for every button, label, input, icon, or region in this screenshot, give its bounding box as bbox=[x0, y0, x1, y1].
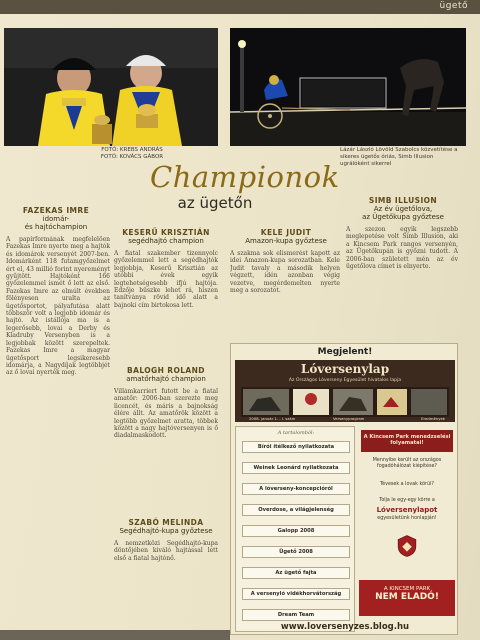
champion-role: Amazon-kupa győztese bbox=[245, 237, 327, 245]
article-column-2b bbox=[114, 388, 218, 514]
contents-item: Az ügető fajta bbox=[242, 567, 350, 579]
ad-side-text-3: Tolja le egy-egy körre a bbox=[379, 498, 435, 503]
contents-item: Galopp 2008 bbox=[242, 525, 350, 537]
banner-subtitle: Az Országos Lóverseny Egyesület hivatalos lapja bbox=[288, 378, 402, 383]
race-photo-caption-text: Lázár László Lövöld Szabolcs közvetítése a sikeres ügetős óriás, Simb Illusion ugrálóként sikerrel bbox=[340, 147, 458, 167]
kincsem-crest-icon bbox=[395, 534, 419, 558]
champions-photo bbox=[4, 28, 218, 146]
article-paragraph: Villámkarriert futott be a fiatal amatőr: 2006-ban szerezte meg licencét, és máris a bajnokság élére állt. Az amatőrök között a legtöbb győzelmet aratta, többek között a nagy hajtóversenyen is ő diadalmaskodott. bbox=[114, 388, 218, 440]
contents-item: A lóverseny-koncepcióról bbox=[242, 483, 350, 495]
champion-heading-balogh bbox=[114, 366, 218, 383]
champion-heading-keseru bbox=[114, 228, 218, 245]
ad-side-text-1: Mennyibe került az országos fogadóhálózat kiépítése? bbox=[372, 458, 442, 469]
contents-item: Bírói ítélkező nyilatkozata bbox=[242, 441, 350, 453]
article-column-2 bbox=[114, 250, 218, 362]
not-for-sale-line-2: NEM ELADÓ! bbox=[375, 592, 439, 602]
contents-item: Dream Team bbox=[242, 609, 350, 621]
champion-name: BALOGH ROLAND bbox=[127, 366, 205, 375]
ad-headline: Megjelent! bbox=[317, 347, 373, 357]
champion-name: FAZEKAS IMRE bbox=[22, 206, 90, 215]
champion-heading-kele bbox=[232, 228, 340, 245]
article-column-1 bbox=[6, 236, 110, 626]
loversenylap-ad bbox=[230, 343, 458, 635]
champion-name: KESERŰ KRISZTIÁN bbox=[122, 228, 210, 237]
champion-heading-szabo bbox=[114, 518, 218, 535]
article-column-4 bbox=[346, 226, 458, 336]
article-column-3 bbox=[230, 250, 340, 336]
contents-item: Ügető 2008 bbox=[242, 546, 350, 558]
banner-title: Lóversenylap bbox=[300, 362, 390, 376]
race-photo bbox=[230, 28, 466, 146]
champion-heading-fazekas bbox=[6, 206, 106, 231]
ad-side-text-2: Tévesek a lovak körül? bbox=[380, 482, 434, 487]
section-header-bar bbox=[0, 0, 480, 14]
article-column-2c bbox=[114, 540, 218, 630]
article-paragraph: A nemzetközi Segédhajtó-kupa döntőjében kiváló hajtással lett első a fiatal hajtónő. bbox=[114, 540, 218, 562]
champion-role: idomár- és hajtóchampion bbox=[24, 215, 88, 231]
ad-side-text-5: egyesületünk honlapján! bbox=[377, 516, 437, 521]
contents-label: A tartalomból: bbox=[277, 430, 315, 436]
contents-item: A versenyló vidékhorvátország bbox=[242, 588, 350, 600]
banner-photo-strip bbox=[241, 387, 449, 417]
champion-heading-simb bbox=[346, 196, 460, 221]
champion-name: SZABÓ MELINDA bbox=[128, 518, 204, 527]
ad-website-link[interactable]: www.loversenyzes.blog.hu bbox=[280, 622, 410, 632]
photo-credit-1: FOTÓ: KREBS ANDRÁS bbox=[101, 147, 163, 153]
champion-name: SIMB ILLUSION bbox=[368, 196, 438, 205]
champion-name: KELE JUDIT bbox=[260, 228, 312, 237]
race-photo-caption bbox=[340, 147, 458, 168]
banner-date: 2008. január 1. - I. szám bbox=[249, 416, 296, 421]
photo-credits bbox=[92, 147, 172, 161]
champion-role: Segédhajtó-kupa győztese bbox=[119, 527, 213, 535]
page-bottom-edge bbox=[0, 630, 230, 640]
champion-role: amatőrhajtó champion bbox=[126, 375, 206, 383]
not-for-sale-banner bbox=[359, 580, 455, 616]
article-subtitle: az ügetőn bbox=[177, 194, 253, 212]
article-paragraph: A papírformának megfelelően Fazekas Imre nyerte meg a hajtók és idomárok versenyét 2007-ben. Idomárként 118 futamgyőzelmet ért el, 43 millió forint nyereményt gyűjtött. Hajtóként 166 győzelemmel ismét ő lett az első. Fazekas Imre az elmúlt években fölényesen uralta az ügetősportot, pályafutása alatt többször volt a legjobb idomár és hajtó. Az istállója ma is a legerősebb, lovai a Derby és Kladruby Versenyben is a legjobbak között szerepeltek. Fazekas Imre a magyar ügetősport legsikeresebb idomárja, a Nagydíjak legtöbbjét az ő lovai nyerték meg. bbox=[6, 236, 110, 377]
banner-results: Eredmények bbox=[421, 416, 445, 421]
champion-role: Az év ügetőlova, az Ügetőkupa győztese bbox=[362, 205, 444, 221]
section-label: ügető bbox=[439, 1, 468, 11]
contents-item: Weinek Leonárd nyilatkozata bbox=[242, 462, 350, 474]
banner-program: Versenyprogram bbox=[333, 416, 365, 421]
photo-credit-2: FOTÓ: KOVÁCS GÁBOR bbox=[100, 153, 164, 160]
champion-role: segédhajtó champion bbox=[128, 237, 204, 245]
contents-item: Overdose, a világjelenség bbox=[242, 504, 350, 516]
ad-side-highlight: Lóversenylapot bbox=[376, 506, 438, 514]
article-title: Championok bbox=[150, 160, 340, 194]
ad-promo: A Kincsem Park menedzselési folyamatai! bbox=[361, 430, 453, 452]
not-for-sale-line-1: A KINCSEM PARK bbox=[383, 586, 431, 592]
article-paragraph: A szezon egyik legszebb meglepetése volt Simb Illusion, aki a Kincsem Park rangos versenyén, az Ügetőkupán is győzni tudott. A 2006-ban született mén az év ügetőlova címet is elnyerte. bbox=[346, 226, 458, 271]
ad-banner bbox=[235, 360, 455, 422]
banner-footer bbox=[241, 416, 449, 421]
article-paragraph: A fiatal szakember tizennyolc győzelemmel lett a segédhajtók legjobbja, Keserű Krisztián az utóbbi évek egyik legtehetségesebb ifjú hajtója. Edzője büszke lehet rá, hiszen tanítványa rövid idő alatt a bajnoki cím birtokosa lett. bbox=[114, 250, 218, 309]
contents-list bbox=[235, 426, 355, 632]
article-paragraph: A szakma sok elismerést kapott az idei Amazon-kupa sorozatban. Kele Judit tavaly a második helyen végzett, idén azonban végig vezetve, megérdemelten nyerte meg a sorozatot. bbox=[230, 250, 340, 295]
